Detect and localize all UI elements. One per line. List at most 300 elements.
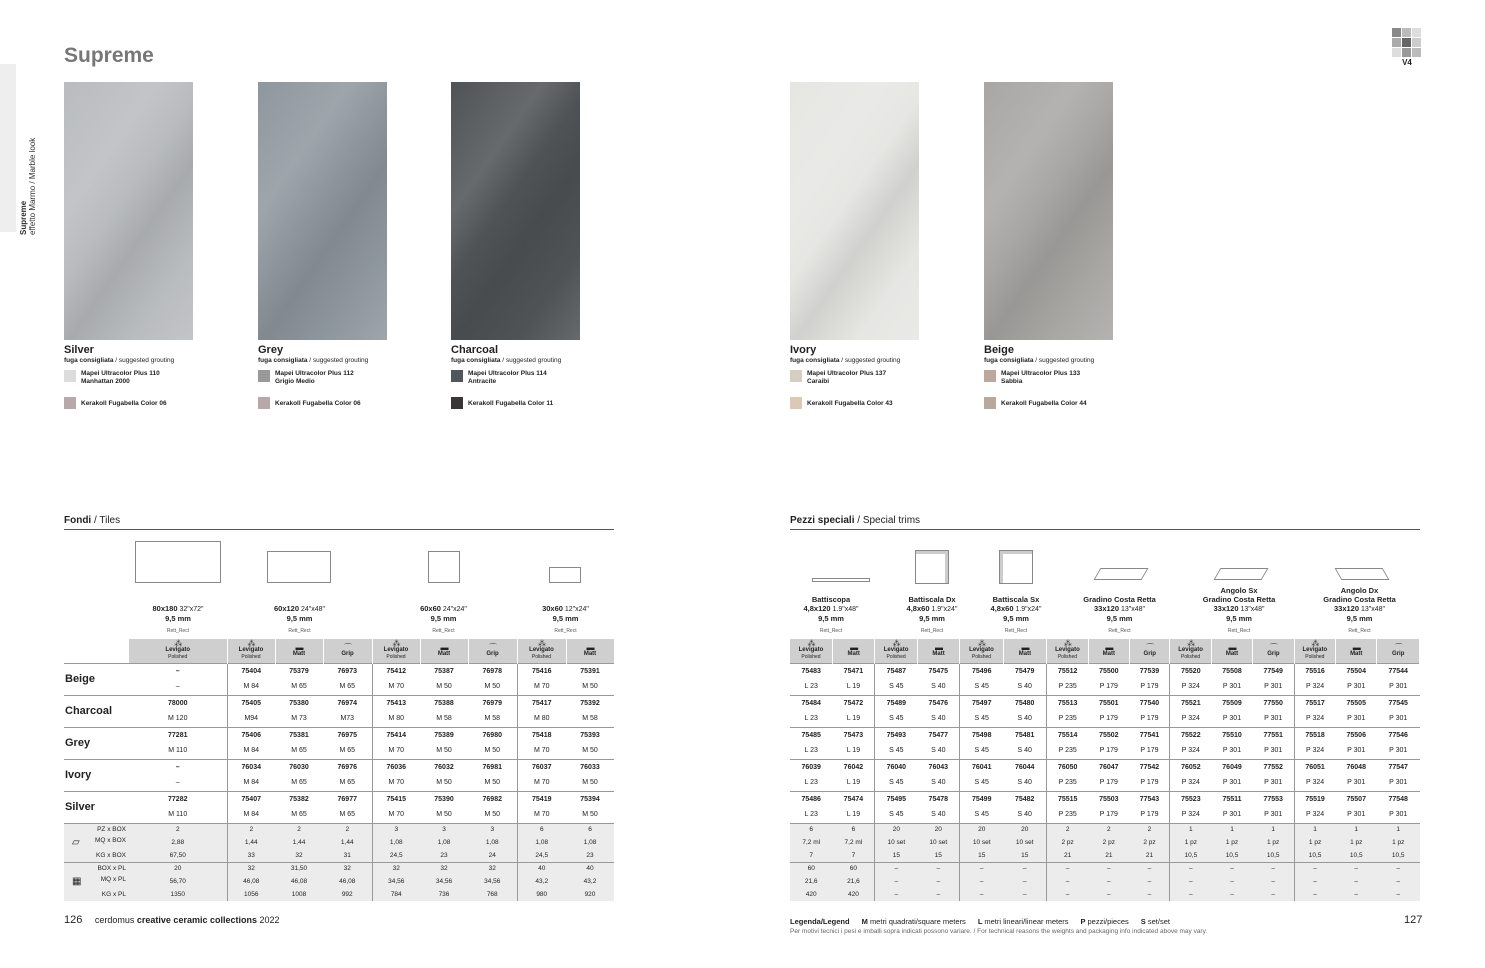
pack-unit: S 45 (875, 775, 917, 791)
packing-value: – (1130, 862, 1170, 875)
trim-edge: Rett_Rect (920, 628, 944, 634)
trim-size-cm: 4,8x60 (906, 604, 930, 613)
article-code: 75519 (1294, 791, 1335, 807)
article-code: 77547 (1377, 759, 1420, 775)
packing-value: 32 (227, 862, 275, 875)
grout-label (790, 357, 920, 364)
finish-header (790, 639, 832, 663)
finish-icon: ⁂ (538, 639, 545, 649)
pack-unit: S 45 (960, 679, 1003, 695)
grout-label-bold: fuga consigliata (790, 357, 840, 364)
packing-value: – (1088, 862, 1129, 875)
article-code: 77545 (1377, 695, 1420, 711)
packing-value: 20 (1003, 823, 1046, 836)
packing-value: 736 (420, 888, 468, 901)
finish-icon: ▬ (1228, 642, 1236, 652)
pack-unit: P 235 (1047, 743, 1088, 759)
finish-label: Matt (292, 650, 306, 657)
tile-size-inch: 24"x48" (299, 606, 326, 613)
pack-unit: P 324 (1294, 679, 1335, 695)
article-code: 75473 (832, 727, 874, 743)
grout-label-en: / suggested grouting (113, 357, 175, 364)
article-code: 75379 (275, 663, 323, 679)
grout-color-chip (451, 397, 463, 409)
grout-mapei (451, 370, 581, 385)
pack-unit: P 301 (1264, 683, 1283, 691)
grout-color-chip (984, 370, 996, 382)
pack-unit: M73 (340, 715, 355, 723)
finish-header (275, 639, 323, 663)
finish-header (1047, 639, 1088, 663)
packing-value: 21 (1130, 849, 1170, 862)
pack-unit: L 19 (846, 747, 861, 755)
article-code: 75418 (517, 727, 566, 743)
article-code: 75407 (227, 791, 275, 807)
packing-value: – (1130, 888, 1170, 901)
tile-size-cm: 80x180 (152, 604, 178, 613)
finish-header (1170, 639, 1211, 663)
trim-size-inch: 13"x48" (1359, 606, 1386, 613)
article-code: 75392 (566, 695, 614, 711)
finish-header-row (790, 639, 1420, 663)
tile-size-cm: 60x120 (273, 604, 300, 613)
packing-value: 15 (875, 849, 917, 862)
finish-sub: Polished (531, 654, 552, 661)
packing-value: – (1088, 888, 1129, 901)
pack-unit: P 301 (1347, 683, 1366, 691)
table-row (64, 695, 614, 711)
tile-size-label (129, 604, 227, 636)
packing-value: 1 pz (1170, 836, 1211, 849)
article-code: 75478 (917, 791, 959, 807)
pack-unit: P 324 (1294, 775, 1335, 791)
finish-header (1253, 639, 1294, 663)
grout-mapei-line: Grigio Medio (275, 377, 315, 385)
packing-value: 768 (468, 888, 517, 901)
article-code: 78000 (129, 695, 227, 711)
pack-unit: M 84 (227, 679, 275, 695)
packing-value: 10 set (875, 836, 917, 849)
article-code: 75512 (1047, 663, 1088, 679)
article-code: 75389 (420, 727, 468, 743)
packing-value: – (1377, 875, 1420, 888)
tiles-heading (64, 515, 614, 530)
packing-value: 6 (517, 823, 566, 836)
pack-unit: M 65 (339, 683, 356, 691)
article-code: 76976 (323, 759, 372, 775)
finish-icon: ⁂ (892, 639, 900, 649)
grout-kerakoll (258, 397, 388, 409)
side-label-title: Supreme (19, 200, 28, 235)
grout-label (451, 357, 581, 364)
pack-unit: M 65 (291, 747, 307, 755)
swatch-image (64, 82, 193, 340)
article-code: 76041 (960, 759, 1003, 775)
packing-value: 420 (832, 888, 874, 901)
pack-unit: M 50 (484, 779, 501, 787)
pack-unit: M 50 (484, 811, 501, 819)
grout-kerakoll (451, 397, 581, 409)
article-code: – (129, 759, 227, 775)
logo-label: V4 (1402, 58, 1412, 67)
article-code: 76974 (323, 695, 372, 711)
finish-header (129, 639, 227, 663)
trim-thickness: 9,5 mm (919, 614, 945, 623)
table-row (64, 663, 614, 679)
finish-label: Levigato (883, 647, 909, 654)
pack-unit: – (175, 779, 180, 787)
article-code: 76973 (323, 663, 372, 679)
article-code: 75482 (1003, 791, 1046, 807)
table-row (790, 663, 1420, 679)
article-code: 75475 (917, 663, 959, 679)
finish-label: Matt (1350, 650, 1363, 657)
packing-value: – (1047, 862, 1088, 875)
pack-unit: P 179 (1140, 715, 1159, 723)
article-code: 75513 (1047, 695, 1088, 711)
footer-brand-bold: creative ceramic collections (136, 915, 257, 925)
trim-size-cm: 4,8x60 (990, 604, 1014, 613)
grout-kerakoll-text: Kerakoll Fugabella Color 11 (468, 399, 554, 407)
grout-kerakoll (790, 397, 920, 409)
packing-value: 1056 (227, 888, 275, 901)
pack-unit: P 324 (1294, 711, 1335, 727)
finish-icon: ▬ (586, 642, 594, 652)
page-number-left: 126 (64, 914, 83, 926)
pack-unit: M 84 (227, 743, 275, 759)
trim-size-inch: 13"x48" (1238, 606, 1265, 613)
packing-value: 7,2 ml (832, 836, 874, 849)
article-code: 77542 (1130, 759, 1170, 775)
pack-unit: L 19 (846, 715, 861, 723)
packing-row (64, 849, 614, 862)
finish-icon: ▬ (1021, 642, 1029, 652)
packing-value: 2,88 (129, 836, 227, 849)
pack-unit: P 179 (1140, 747, 1159, 755)
trim-size-inch: 1.9"x48" (830, 606, 859, 613)
packing-value: 1,08 (566, 836, 614, 849)
article-code: 76048 (1336, 759, 1377, 775)
tile-size-line (517, 604, 614, 614)
article-code: 76978 (468, 663, 517, 679)
article-code: 75496 (960, 663, 1003, 679)
grout-mapei-text (1001, 370, 1080, 385)
trim-size-inch: 13"x48" (1119, 606, 1146, 613)
table-row (64, 791, 614, 807)
finish-icon: ⁂ (1063, 639, 1071, 649)
swatch-grey (258, 82, 388, 409)
finish-sub: Polished (971, 654, 992, 661)
packing-value: 2 (1088, 823, 1129, 836)
packing-value: 20 (917, 823, 959, 836)
packing-value: 2 (129, 823, 227, 836)
finish-header-blank (64, 639, 129, 663)
article-code: 77553 (1253, 791, 1294, 807)
table-row-pack (64, 775, 614, 791)
trim-size-inch: 1.9"x24" (1013, 606, 1042, 613)
article-code: 77540 (1130, 695, 1170, 711)
trim-size-line (1299, 604, 1420, 614)
trim-size-inch: 1.9"x24" (929, 606, 958, 613)
packing-value: 20 (129, 862, 227, 875)
grout-mapei (984, 370, 1114, 385)
pack-unit: L 23 (804, 715, 818, 723)
packing-value: 10,5 (1211, 849, 1252, 862)
article-code: 77550 (1253, 695, 1294, 711)
packing-value: 920 (566, 888, 614, 901)
tile-shape-60x120 (267, 551, 331, 583)
packing-value: – (1253, 875, 1294, 888)
article-code: 77551 (1253, 727, 1294, 743)
packing-value: 33 (227, 849, 275, 862)
finish-label: Grip (1392, 650, 1405, 657)
pack-unit: M 50 (436, 683, 452, 691)
pack-unit: M 70 (517, 679, 566, 695)
pack-unit: P 301 (1264, 779, 1283, 787)
packing-row (64, 836, 614, 849)
swatch-silver (64, 82, 194, 409)
article-code: 76039 (790, 759, 832, 775)
finish-icon: ▬ (1105, 642, 1113, 652)
grout-label-bold: fuga consigliata (451, 357, 501, 364)
page-title: Supreme (64, 44, 154, 67)
pack-unit: M94 (227, 711, 275, 727)
article-code: 75515 (1047, 791, 1088, 807)
grout-label (984, 357, 1114, 364)
grout-kerakoll-text: Kerakoll Fugabella Color 43 (807, 399, 893, 407)
grout-color-chip (451, 370, 463, 382)
grout-mapei-line: Antracite (468, 377, 497, 385)
packing-value: 7 (832, 849, 874, 862)
packing-value: 6 (566, 823, 614, 836)
packing-value: 1 pz (1253, 836, 1294, 849)
packing-value: – (1377, 862, 1420, 875)
pack-unit: M 110 (168, 811, 188, 819)
pack-unit: P 179 (1140, 779, 1159, 787)
trim-edge: Rett_Rect (1227, 628, 1251, 634)
swatch-image (984, 82, 1113, 340)
packing-value: 1,44 (227, 836, 275, 849)
packing-icon: ▦ (72, 876, 82, 887)
packing-value: – (917, 875, 959, 888)
pack-unit: M 65 (291, 811, 307, 819)
article-code: 75412 (372, 663, 420, 679)
finish-label: Levigato (529, 647, 554, 654)
packing-value: – (1047, 875, 1088, 888)
packing-value: 32 (323, 862, 372, 875)
finish-label: Grip (341, 650, 354, 657)
finish-label: Matt (583, 650, 597, 657)
packing-value: 23 (566, 849, 614, 862)
table-row (790, 695, 1420, 711)
pack-unit: S 45 (875, 743, 917, 759)
pack-unit: P 301 (1347, 715, 1366, 723)
table-row-pack (790, 775, 1420, 791)
grout-mapei-text (81, 370, 160, 385)
finish-icon: ⌒ (1394, 642, 1402, 652)
pack-unit: M 50 (436, 811, 452, 819)
finish-header (1003, 639, 1046, 663)
article-code: 75387 (420, 663, 468, 679)
trim-size-label (1179, 586, 1299, 636)
packing-value: 15 (917, 849, 959, 862)
grout-color-chip (984, 397, 996, 409)
packing-value: 10,5 (1170, 849, 1211, 862)
pack-unit: S 45 (960, 775, 1003, 791)
article-code: 75406 (227, 727, 275, 743)
trim-size-line (1060, 604, 1179, 614)
finish-sub: Polished (386, 654, 406, 661)
article-code: 75472 (832, 695, 874, 711)
packing-value: 56,70 (129, 875, 227, 888)
trim-name: Gradino Costa Retta (1202, 595, 1276, 604)
packing-value: 34,56 (372, 875, 420, 888)
finish-sub: Polished (886, 654, 906, 661)
legend-title: Legenda/Legend (790, 917, 850, 926)
article-code: 75514 (1047, 727, 1088, 743)
legend-key: M (861, 917, 870, 926)
grout-mapei-line: Mapei Ultracolor Plus 114 (468, 370, 547, 377)
legend-line (790, 917, 1207, 926)
tile-thickness: 9,5 mm (165, 614, 191, 623)
side-label (19, 138, 37, 235)
pack-unit: L 23 (804, 811, 818, 819)
article-code: 75477 (917, 727, 959, 743)
article-code: 75388 (420, 695, 468, 711)
packing-value: 21,6 (832, 875, 874, 888)
finish-label: Levigato (1178, 647, 1203, 654)
packing-label: KG x PL (64, 888, 129, 901)
packing-value: 60 (790, 862, 832, 875)
trim-edge: Rett_Rect (1348, 628, 1371, 634)
packing-value: 2 (227, 823, 275, 836)
grout-label (258, 357, 388, 364)
pack-unit: P 301 (1264, 747, 1283, 755)
tile-thickness: 9,5 mm (430, 614, 457, 623)
trim-shape-battiscala-sx (999, 550, 1033, 584)
pack-unit: P 301 (1222, 779, 1242, 787)
trim-name: Battiscala Dx (908, 595, 956, 604)
article-code: 75486 (790, 791, 832, 807)
article-code: 77543 (1130, 791, 1170, 807)
packing-value: 10 set (917, 836, 959, 849)
pack-unit: M 84 (227, 775, 275, 791)
packing-value: – (1336, 862, 1377, 875)
grout-mapei-text (807, 370, 886, 385)
finish-label: Levigato (238, 647, 264, 654)
page-number-right: 127 (1404, 914, 1423, 926)
packing-value: 46,08 (227, 875, 275, 888)
packing-value: 32 (372, 862, 420, 875)
packing-value: – (960, 875, 1003, 888)
swatch-ivory (790, 82, 920, 409)
trim-edge: Rett_Rect (819, 628, 843, 634)
trim-name: Battiscala Sx (992, 595, 1040, 604)
article-code: 75508 (1211, 663, 1252, 679)
article-code: 75503 (1088, 791, 1129, 807)
pack-unit: P 324 (1170, 807, 1211, 823)
finish-label: Levigato (798, 647, 824, 654)
article-code: 76982 (468, 791, 517, 807)
finish-icon: ⁂ (392, 639, 400, 649)
table-row (790, 759, 1420, 775)
article-code: 75520 (1170, 663, 1211, 679)
pack-unit: M 70 (517, 807, 566, 823)
packing-value: – (960, 862, 1003, 875)
pack-unit: M 110 (168, 747, 188, 755)
article-code: 75480 (1003, 695, 1046, 711)
pack-unit: P 324 (1170, 775, 1211, 791)
packing-value: 32 (420, 862, 468, 875)
trim-name: Gradino Costa Retta (1083, 595, 1156, 604)
pack-unit: M 50 (484, 747, 501, 755)
packing-value: 10 set (960, 836, 1003, 849)
finish-sub: Polished (1305, 654, 1325, 661)
finish-sub: Polished (801, 654, 821, 661)
packing-value: 40 (566, 862, 614, 875)
article-code: 75394 (566, 791, 614, 807)
packing-value: 6 (790, 823, 832, 836)
article-code: 77281 (129, 727, 227, 743)
row-color-name: Ivory (64, 759, 129, 791)
grout-mapei-text (468, 370, 547, 385)
packing-value: – (1088, 875, 1129, 888)
pack-unit: M 70 (372, 743, 420, 759)
finish-header (875, 639, 917, 663)
pack-unit: M 50 (436, 747, 452, 755)
packing-value: 992 (323, 888, 372, 901)
packing-value: – (960, 888, 1003, 901)
tile-size-label (227, 604, 372, 636)
trim-thickness: 9,5 mm (818, 614, 844, 623)
packing-value: 1 (1170, 823, 1211, 836)
article-code: 75502 (1088, 727, 1129, 743)
table-row-pack (790, 679, 1420, 695)
article-code: 75381 (275, 727, 323, 743)
article-code: 75506 (1336, 727, 1377, 743)
packing-row (790, 849, 1420, 862)
grout-mapei-line: Manhattan 2000 (81, 377, 130, 385)
trims-heading-rest: / Special trims (854, 515, 921, 526)
article-code: 77548 (1377, 791, 1420, 807)
packing-value: – (1294, 875, 1335, 888)
pack-unit: S 45 (960, 743, 1003, 759)
packing-value: 1 (1211, 823, 1252, 836)
table-row (64, 759, 614, 775)
pack-unit: M 80 (372, 711, 420, 727)
pack-unit: M 70 (372, 679, 420, 695)
pack-unit: M 50 (582, 747, 598, 755)
pack-unit: P 301 (1347, 747, 1366, 755)
pack-unit: P 301 (1389, 683, 1408, 691)
legend-value: pezzi/pieces (1087, 917, 1129, 926)
finish-header (960, 639, 1003, 663)
packing-value: 40 (517, 862, 566, 875)
packing-value: 1 pz (1377, 836, 1420, 849)
packing-value: – (1211, 875, 1252, 888)
pack-unit: P 301 (1222, 811, 1242, 819)
article-code: 75504 (1336, 663, 1377, 679)
finish-sub: Polished (1057, 654, 1078, 661)
swatch-name: Grey (258, 344, 284, 356)
pack-unit: S 45 (960, 807, 1003, 823)
tile-size-line (227, 604, 372, 614)
finish-icon: ⌒ (1146, 642, 1154, 652)
packing-value: 32 (468, 862, 517, 875)
tile-size-line (129, 604, 227, 614)
grout-color-chip (258, 397, 270, 409)
finish-header (1211, 639, 1252, 663)
